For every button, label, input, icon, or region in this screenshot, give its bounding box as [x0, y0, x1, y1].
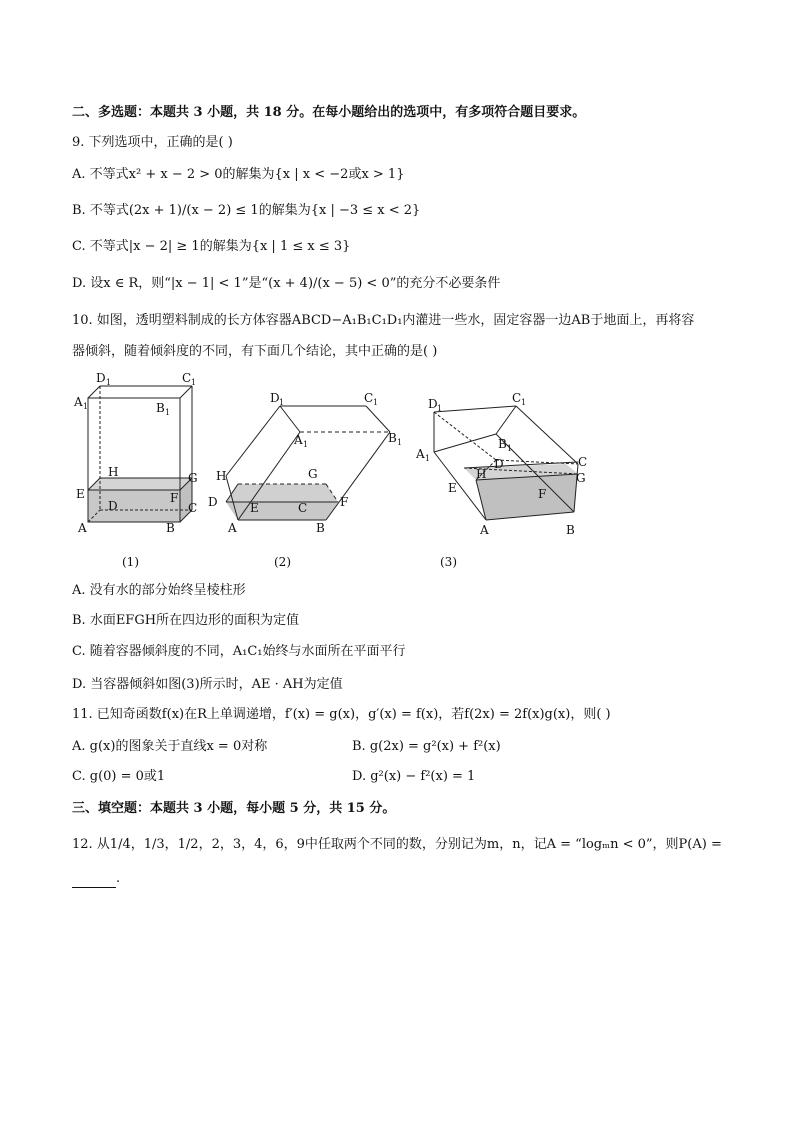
label2-b1-sub: 1 [397, 438, 403, 447]
label3-b: B [566, 523, 575, 537]
label-e: E [76, 487, 85, 501]
label-a1-sub: 1 [83, 402, 89, 411]
section2-header: 二、多选题：本题共 3 小题，共 18 分。在每小题给出的选项中，有多项符合题目要求。 [72, 105, 586, 120]
label-c: C [188, 501, 198, 515]
figure-2-caption: (2) [274, 555, 291, 569]
label2-d1-sub: 1 [279, 398, 285, 407]
label-f: F [170, 491, 179, 505]
label2-c1-sub: 1 [373, 398, 379, 407]
label3-c1-sub: 1 [521, 398, 527, 407]
label3-f: F [538, 487, 547, 501]
label-g: G [188, 471, 198, 485]
q9-option-b: B. 不等式(2x + 1)/(x − 2) ≤ 1的解集为{x | −3 ≤ x < 2} [72, 203, 421, 218]
q10-option-b: B. 水面EFGH所在四边形的面积为定值 [72, 613, 300, 628]
label3-c: C [578, 455, 588, 469]
figure-1-caption: (1) [122, 555, 139, 569]
q11-stem: 11. 已知奇函数f(x)在R上单调递增，f′(x) = g(x)，g′(x) = f(x)，若f(2x) = 2f(x)g(x)，则( ) [72, 707, 611, 722]
label-c1-sub: 1 [191, 378, 197, 387]
figure-1-labels [73, 371, 198, 569]
q9-option-a: A. 不等式x² + x − 2 > 0的解集为{x | x < −2或x > 1} [72, 167, 405, 182]
label3-h: H [476, 467, 487, 481]
label3-b1-sub: 1 [507, 444, 513, 453]
label-h: H [108, 465, 119, 479]
label2-f: F [340, 495, 349, 509]
label3-a: A [480, 523, 489, 537]
q11-option-a: A. g(x)的图象关于直线x = 0对称 [72, 739, 268, 754]
figure-2-labels [208, 391, 402, 569]
label3-d1: D [428, 397, 438, 411]
q12-stem: 12. 从1/4，1/3，1/2，2，3，4，6，9中任取两个不同的数，分别记为m，n，记A = “logₘn < 0”，则P(A) = [72, 837, 722, 852]
figure-3-caption: (3) [440, 555, 457, 569]
q9-stem: 9. 下列选项中，正确的是( ) [72, 135, 233, 150]
q10-option-a: A. 没有水的部分始终呈棱柱形 [72, 583, 246, 598]
label3-b1: B [498, 437, 507, 451]
label-a1: A [74, 395, 83, 409]
label2-c1: C [364, 391, 374, 405]
label2-a1-sub: 1 [303, 440, 309, 449]
label-b1-sub: 1 [165, 408, 171, 417]
q9-option-d: D. 设x ∈ R，则“|x − 1| < 1”是“(x + 4)/(x − 5) < 0”的充分不必要条件 [72, 276, 501, 291]
label3-d: D [494, 457, 504, 471]
label2-e: E [250, 501, 259, 515]
figure-3-box [434, 406, 578, 520]
q10-stem-line2: 器倾斜，随着倾斜度的不同，有下面几个结论，其中正确的是( ) [72, 344, 438, 359]
label2-c: C [298, 501, 308, 515]
label3-a1: A [416, 447, 425, 461]
section3-header: 三、填空题：本题共 3 小题，每小题 5 分，共 15 分。 [72, 801, 396, 816]
label2-a: A [228, 521, 237, 535]
label2-d1: D [270, 391, 280, 405]
label2-d: D [208, 495, 218, 509]
label-d1: D [96, 371, 106, 385]
q10-figure [70, 360, 630, 580]
q12-end: . [116, 871, 121, 886]
label-d1-sub: 1 [106, 378, 112, 387]
label-b: B [166, 521, 175, 535]
label2-b1: B [388, 431, 397, 445]
label-a: A [78, 521, 87, 535]
label3-a1-sub: 1 [425, 454, 431, 463]
q10-option-d: D. 当容器倾斜如图(3)所示时，AE · AH为定值 [72, 677, 343, 692]
label3-c1: C [512, 391, 522, 405]
label2-g: G [308, 467, 318, 481]
label2-b: B [316, 521, 325, 535]
q9-option-c: C. 不等式|x − 2| ≥ 1的解集为{x | 1 ≤ x ≤ 3} [72, 239, 351, 254]
label3-e: E [448, 481, 457, 495]
label-b1: B [156, 401, 165, 415]
label3-d1-sub: 1 [437, 404, 443, 413]
label2-a1: A [294, 433, 303, 447]
q11-option-c: C. g(0) = 0或1 [72, 769, 166, 784]
q11-option-d: D. g²(x) − f²(x) = 1 [352, 769, 476, 784]
q11-option-b: B. g(2x) = g²(x) + f²(x) [352, 739, 501, 754]
label-c1: C [182, 371, 192, 385]
answer-blank[interactable] [72, 875, 116, 888]
q10-stem-line1: 10. 如图，透明塑料制成的长方体容器ABCD−A₁B₁C₁D₁内灌进一些水，固定容器一边AB于地面上，再将容 [72, 313, 695, 328]
q12-answer-line [72, 870, 120, 888]
label-d: D [108, 499, 118, 513]
label2-h: H [216, 469, 227, 483]
q10-option-c: C. 随着容器倾斜度的不同，A₁C₁始终与水面所在平面平行 [72, 644, 406, 659]
label3-g: G [576, 471, 586, 485]
